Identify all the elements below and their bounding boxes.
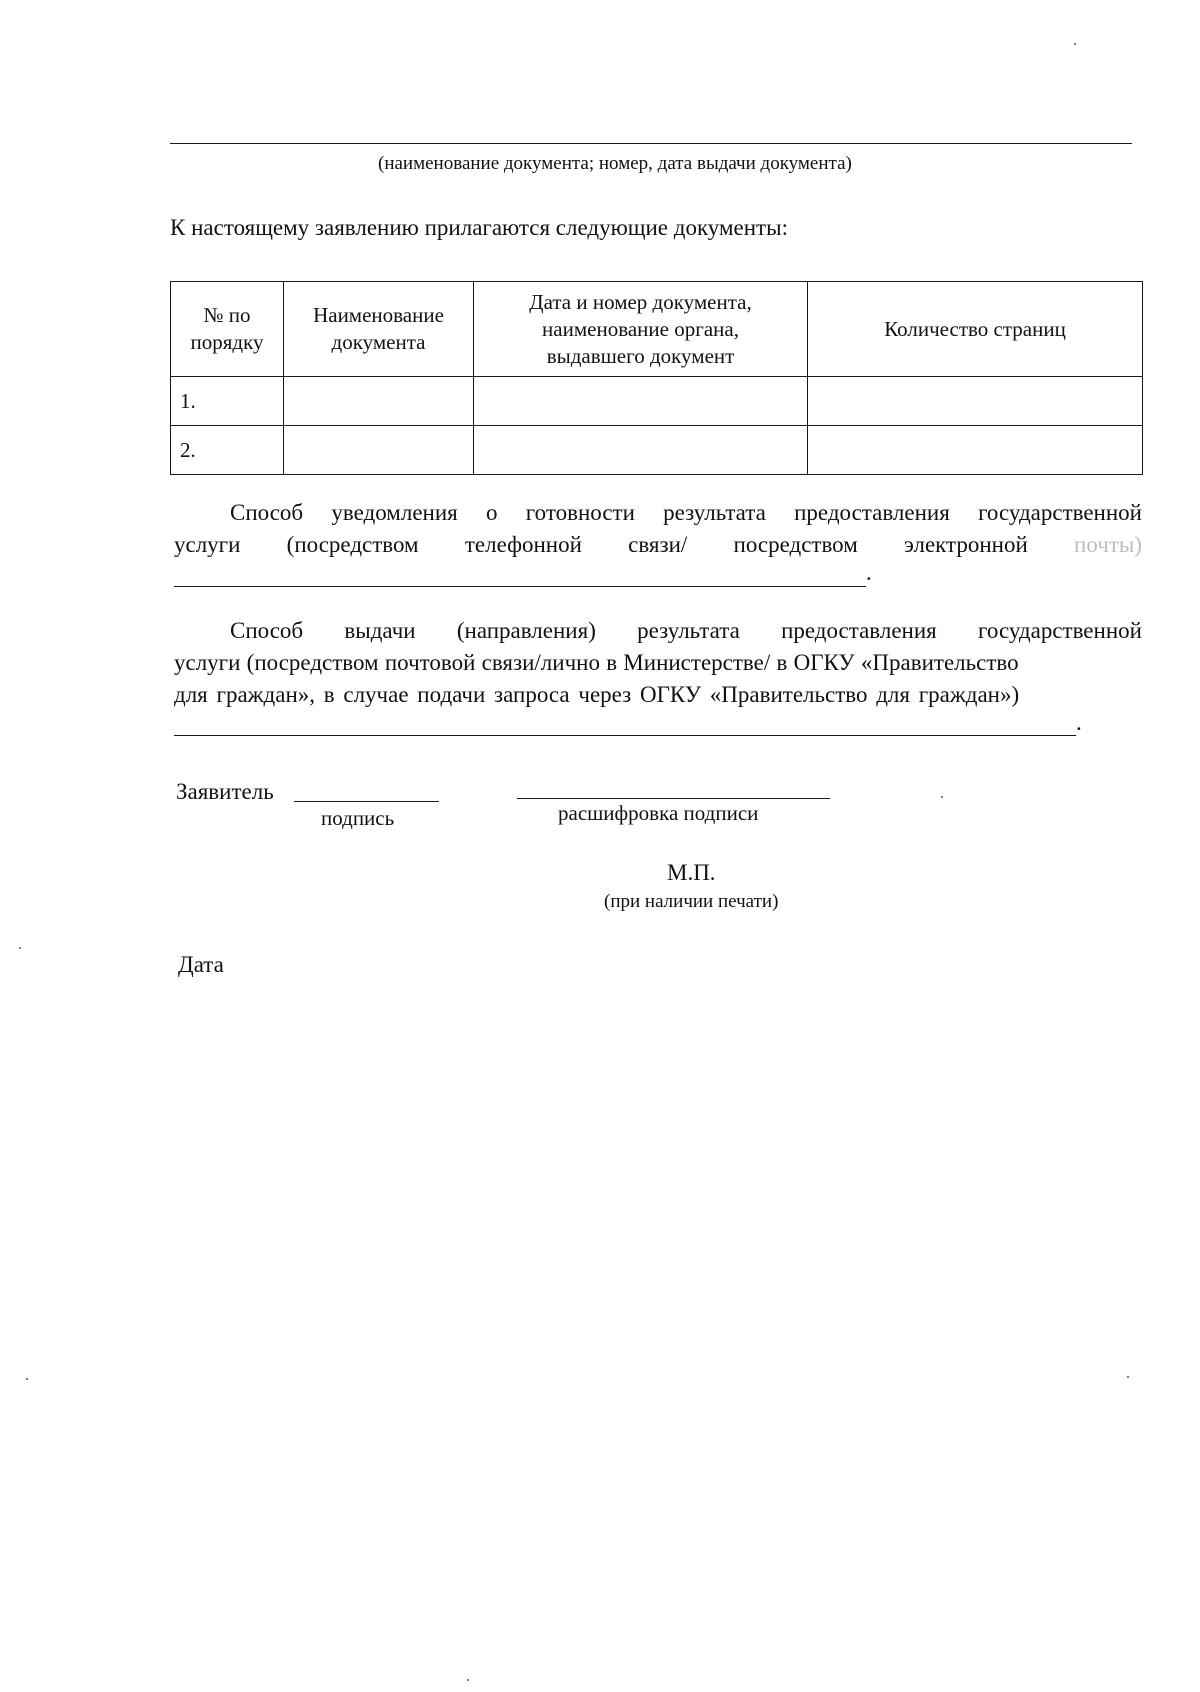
notify-word: почты)	[1074, 532, 1142, 557]
issue-word: государственной	[978, 618, 1142, 643]
header-doc-name-label: Наименование документа	[313, 303, 444, 354]
attachments-intro: К настоящему заявлению прилагаются следующие документы:	[170, 215, 788, 240]
notify-word: связи/	[628, 532, 688, 557]
signature-line[interactable]	[294, 801, 439, 802]
table-row	[171, 426, 1143, 475]
notify-word: предоставления	[794, 500, 950, 525]
row-doc-name-cell[interactable]	[284, 426, 474, 475]
row-doc-date-cell[interactable]	[474, 377, 808, 426]
row-doc-date-cell[interactable]	[474, 426, 808, 475]
document-name-caption: (наименование документа; номер, дата выдачи документа)	[378, 153, 852, 174]
notify-word: готовности	[525, 500, 635, 525]
issue-word: (направления)	[456, 618, 596, 643]
issue-period: .	[1076, 710, 1082, 735]
header-doc-date-label: Дата и номер документа, наименование органа, выдавшего документ	[529, 289, 752, 368]
scan-speck	[941, 796, 943, 798]
scan-speck	[26, 1378, 28, 1380]
table-row	[171, 377, 1143, 426]
issue-line-1	[230, 618, 1142, 644]
scan-speck	[1127, 1376, 1129, 1378]
notify-line-2	[174, 532, 1142, 558]
decoding-caption: расшифровка подписи	[558, 801, 759, 825]
issue-word: результата	[637, 618, 740, 643]
document-name-line[interactable]	[170, 143, 1132, 144]
issue-word: выдачи	[344, 618, 416, 643]
notify-period: .	[866, 560, 872, 585]
header-number-label: № по порядку	[190, 303, 264, 354]
header-doc-name	[284, 282, 474, 377]
notify-answer-line[interactable]	[174, 586, 866, 587]
scan-speck	[1074, 43, 1076, 45]
row-number: 1.	[171, 377, 284, 426]
notify-line-1	[230, 500, 1142, 526]
issue-word: Способ	[230, 618, 304, 643]
row-number: 2.	[171, 426, 284, 475]
header-pages	[808, 282, 1143, 377]
notify-word: электронной	[904, 532, 1028, 557]
notify-word: (посредством	[286, 532, 419, 557]
notify-word: результата	[663, 500, 766, 525]
attachments-table	[170, 281, 1143, 475]
date-label[interactable]: Дата	[178, 952, 224, 977]
stamp-note: (при наличии печати)	[604, 891, 779, 912]
applicant-label: Заявитель	[176, 779, 274, 804]
notify-word: о	[486, 500, 498, 525]
header-pages-label: Количество страниц	[884, 316, 1066, 341]
notify-word: уведомления	[331, 500, 458, 525]
scan-speck	[467, 1679, 469, 1681]
row-doc-name-cell[interactable]	[284, 377, 474, 426]
stamp-label: М.П.	[667, 860, 716, 885]
row-pages-cell[interactable]	[808, 377, 1143, 426]
notify-word: услуги	[174, 532, 241, 557]
issue-line-3: для граждан», в случае подачи запроса через ОГКУ «Правительство для граждан»)	[174, 682, 1020, 707]
signature-decoding-line[interactable]	[517, 798, 830, 799]
scan-speck	[19, 947, 21, 949]
issue-answer-line[interactable]	[174, 735, 1076, 736]
notify-word: посредством	[733, 532, 858, 557]
row-pages-cell[interactable]	[808, 426, 1143, 475]
issue-word: предоставления	[781, 618, 937, 643]
header-number	[171, 282, 284, 377]
table-header-row	[171, 282, 1143, 377]
header-doc-date	[474, 282, 808, 377]
signature-caption: подпись	[321, 806, 395, 830]
notify-word: Способ	[230, 500, 304, 525]
notify-word: телефонной	[464, 532, 582, 557]
notify-word: государственной	[978, 500, 1142, 525]
issue-line-2: услуги (посредством почтовой связи/лично в Министерстве/ в ОГКУ «Правительство	[174, 650, 1019, 675]
